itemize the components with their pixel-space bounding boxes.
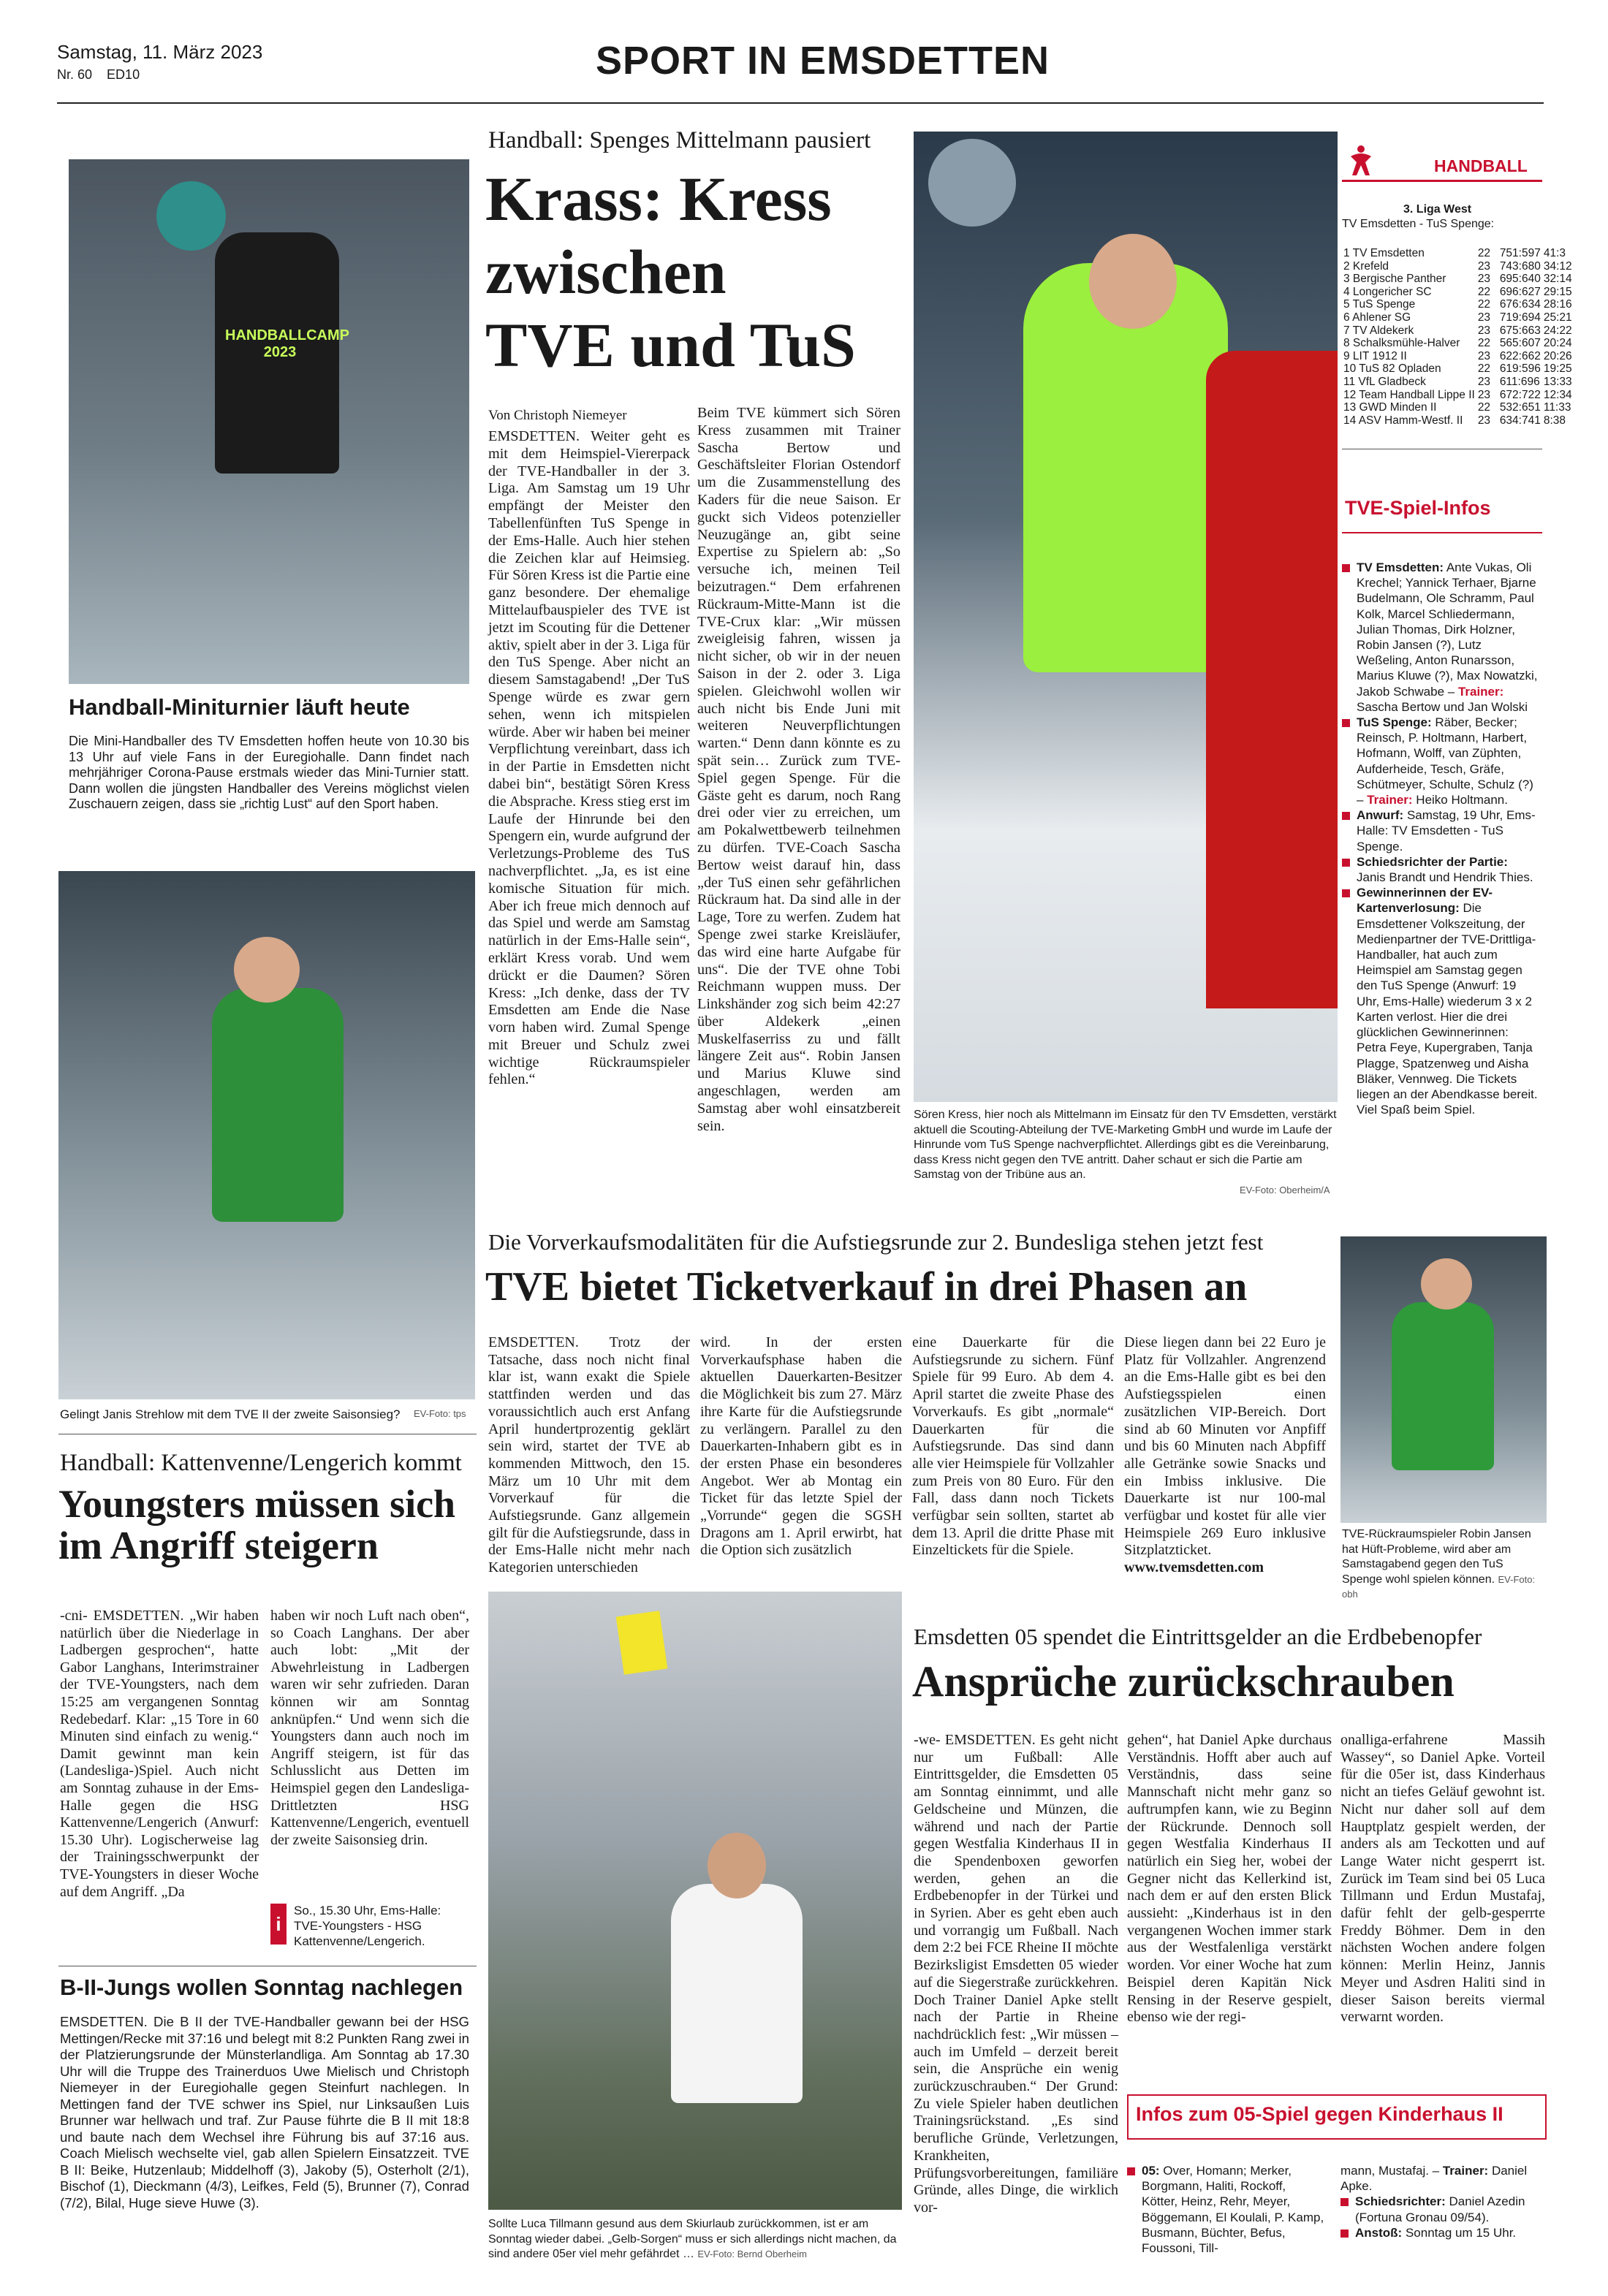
- handball-ball: [928, 139, 1016, 227]
- tve-info-text: Sascha Bertow und Jan Wolski: [1357, 699, 1528, 714]
- standings-row: [1343, 401, 1575, 414]
- kress-byline: Von Christoph Niemeyer: [488, 408, 627, 423]
- ansprueche-col2: gehen“, hat Daniel Apke durchaus Verständnis. Hofft aber auch auf Verständnis, dass seine Mannschaft nicht mehr ganz so auftrumpfen kann, wie zu Beginn der Rückrunde. Dennoch soll gegen Westfalia Kinderhaus II natürlich ein Sieg her, wobei der Gegner nicht das Kellerkind ist, nach dem er auf den ersten Blick aussieht: „Kinderhaus ist in den vergangenen Wochen immer stark aus der Westfalenliga verstärkt worden. Vor einer Woche hat zum Beispiel deren Kapitän Nick Rensing in der Reserve gespielt, ebenso wie der regi-: [1127, 1732, 1332, 2026]
- player-head: [1089, 234, 1177, 329]
- standings-cell: 13 GWD Minden II: [1343, 401, 1437, 414]
- info05-col2: [1340, 2163, 1542, 2240]
- kress-headline-line2: zwischen: [485, 237, 727, 307]
- standings-cell: 8 Schalksmühle-Halver: [1343, 337, 1460, 350]
- kress-col2: Beim TVE kümmert sich Sören Kress zusammen mit Trainer Sascha Bertow und Geschäftsleiter Florian Ostendorf um die Zusammenstellung des Kaders für die neue Saison. Er guckt sich Videos potenzieller Neuzugänge an, gibt seine Expertise zu Spielern ab: „So versuche ich, meinen Teil beizutragen.“ Dem erfahrenen Rückraum-Mitte-Mann ist die TVE-Crux klar: „Wir müssen zweigleisig fahren, wissen ja nicht sicher, ob wir in der neuen Saison in der 2. oder 3. Liga spielen. Gleichwohl wollen wir auch nicht bis Ende Juni mit weiteren Neuverpflichtungen warten.“ Denn dann könnte es zu spät sein… Zurück zum TVE-Spiel gegen Spenge. Für die Gäste geht es darum, noch Rang drei oder vier zu erreichen, um am Pokalwettbewerb teilnehmen zu dürfen. TVE-Coach Sascha Bertow weist darauf hin, dass „der TuS einen sehr gefährlichen Rückraum hat. Da sind alle in der Lage, Tore zu werfen. Zudem hat Spenge zwei starke Kreisläufer, das wird eine harte Aufgabe für uns“. Die der TVE ohne Tobi Reichmann wuppen muss. Der Linkshänder zog sich beim 42:27 über Aldekerk „einen Muskelfaserriss zu und fällt längere Zeit aus“. Robin Jansen und Marius Kluwe sind angeschlagen, werden am Samstag aber wohl einsatzbereit sein.: [697, 405, 900, 1134]
- tve-info-text: Heiko Holtmann.: [1412, 793, 1508, 807]
- info05-item: [1340, 2225, 1542, 2240]
- camp-text: HANDBALLCAMP 2023: [225, 327, 349, 360]
- tillmann-credit: EV-Foto: Bernd Oberheim: [697, 2249, 807, 2260]
- standings-cell: 22: [1477, 298, 1491, 311]
- standings-cell: 23: [1477, 273, 1491, 286]
- tve-info-list: [1342, 560, 1539, 1117]
- info05-col1: [1127, 2163, 1324, 2256]
- handball-rule: [1342, 180, 1542, 182]
- standings-cell: 751:597: [1499, 247, 1541, 259]
- tillmann-caption-text: Sollte Luca Tillmann gesund aus dem Skiurlaub zurückkommen, ist er am Sonntag wieder dabei. „Gelb-Sorgen“ muss er sich allerdings nicht machen, da sind andere 05er viel mehr gefährdet …: [488, 2218, 897, 2261]
- miniturnier-headline: Handball-Miniturnier läuft heute: [69, 694, 410, 720]
- info05-referee-label: Schiedsrichter:: [1355, 2194, 1446, 2209]
- ticket-col2: wird. In der ersten Vorverkaufsphase haben die aktuellen Dauerkarten-Besitzer die Möglichkeit bis zum 27. März ihre Karte für die Aufstiegsrunde zu verlängern. Parallel zu den Dauerkarten-Inhabern gibt es in der ersten Phase ein besonderes Angebot. Wer ab Montag ein Ticket für das letzte Spiel der „Vorrunde“ gegen die SGSH Dragons am 1. April erwirbt, hat die Option sich zusätzlich: [700, 1334, 902, 1559]
- standings-row: [1343, 350, 1575, 363]
- standings-cell: 20:26: [1543, 349, 1572, 362]
- strehlow-credit: EV-Foto: tps: [414, 1408, 466, 1419]
- player-jersey: [671, 1884, 803, 2103]
- info05-title: Infos zum 05-Spiel gegen Kinderhaus II: [1136, 2103, 1503, 2125]
- standings-row: [1343, 389, 1575, 402]
- ticket-headline: TVE bietet Ticketverkauf in drei Phasen an: [485, 1264, 1248, 1309]
- opponent-jersey: [1206, 351, 1338, 1008]
- tve-info-text: Die Emsdettener Volkszeitung, der Medienpartner der TVE-Drittliga-Handballer, hat auch zum Heimspiel am Samstag gegen den TuS Spenge (Anwurf: 19 Uhr, Ems-Halle) wiederum 3 x 2 Karten verlost. Hier die drei glücklichen Gewinnerinnen: Petra Feye, Kupergraben, Tanja Plagge, Spatzenweg und Aisha Bläker, Vennweg. Die Tickets liegen an der Abendkasse bereit. Viel Spaß beim Spiel.: [1357, 901, 1538, 1117]
- ansprueche-col3: onalliga-erfahrene Massih Wassey“, so Daniel Apke. Vorteil für die 05er ist, dass Kinderhaus nicht an tiefes Geläuf gewohnt ist. Nicht nur daher soll auf dem Hauptplatz gespielt werden, der anders als am Teckotten und auf Lange Water nicht gesperrt ist. Zurück im Team sind bei 05 Luca Tillmann und Erdun Mustafaj, dafür fehlt der gelb-gesperrte Freddy Böhmer. Dem in den nächsten Wochen andere folgen können: Merlin Heinz, Jannis Meyer und Asdren Haliti sind in dieser Saison bereits viermal verwarnt worden.: [1340, 1732, 1545, 2026]
- tve-info-label: Gewinnerinnen der EV-Kartenverlosung:: [1357, 886, 1493, 916]
- standings-cell: 23: [1477, 259, 1491, 273]
- standings-row: [1343, 362, 1575, 376]
- standings-cell: 4 Longericher SC: [1343, 285, 1432, 298]
- standings-cell: 22: [1477, 362, 1491, 376]
- standings-table: [1343, 247, 1575, 427]
- info-icon: i: [270, 1904, 287, 1945]
- standings-row: [1343, 286, 1575, 299]
- info05-trainer-label: Trainer:: [1442, 2164, 1489, 2178]
- standings-cell: 10 TuS 82 Opladen: [1343, 362, 1441, 376]
- standings-cell: 24:22: [1543, 324, 1572, 337]
- info05-kickoff-label: Anstoß:: [1355, 2225, 1403, 2240]
- standings-row: [1343, 260, 1575, 273]
- handball-logo-icon: [1343, 143, 1378, 178]
- miniturnier-text: Die Mini-Handballer des TV Emsdetten hoffen heute von 10.30 bis 13 Uhr auf viele Fans in der Euregiohalle. Dann findet nach mehrjähriger Corona-Pause erstmals wieder das Mini-Turnier statt. Dann wollen die jüngsten Handballer des Vereins möglichst vielen Zuschauern zeigen, dass sie „richtig Lust“ auf den Sport haben.: [69, 734, 469, 811]
- youngsters-col2: haben wir noch Luft nach oben“, so Coach Langhans. Der aber auch lobt: „Mit der Abwehrleistung in Ladbergen waren wir sehr zufrieden. Daran können wir am Sonntag anknüpfen.“ Und wenn sich die Youngsters dann auch noch im Angriff steigern, ist für das Schlusslicht aus Detten im Heimspiel gegen den Landesliga-Drittletzten HSG Kattenvenne/Lengerich, eventuell der zweite Saisonsieg drin.: [270, 1608, 469, 1848]
- standings-cell: 11 VfL Gladbeck: [1343, 375, 1426, 388]
- standings-cell: 532:651: [1499, 401, 1541, 414]
- standings-row: [1343, 273, 1575, 286]
- kress-headline: [485, 162, 856, 381]
- player-jersey: [1392, 1302, 1494, 1470]
- strehlow-photo: [58, 871, 475, 1399]
- youngsters-headline-line1: Youngsters müssen sich: [58, 1482, 456, 1526]
- standings-row: [1343, 414, 1575, 427]
- standings-cell: 719:694: [1499, 311, 1541, 324]
- tve-info-text: Räber, Becker; Reinsch, P. Holtmann, Harbert, Hofmann, Wolff, van Züphten, Aufderheide, Tesch, Gräfe, Schütmeyer, Schulte, Schulz (?) –: [1357, 715, 1533, 807]
- standings-cell: 622:662: [1499, 349, 1541, 362]
- kress-photo-caption: Sören Kress, hier noch als Mittelmann im Einsatz für den TV Emsdetten, verstärkt aktuell die Scouting-Abteilung der TVE-Marketing GmbH und wurde im Laufe der Hinrunde vom TuS Spenge nachverpflichtet. Allerdings gibt es die Vereinbarung, dass Kress nicht gegen den TVE antritt. Daher schaut er sich die Partie am Samstag von der Tribüne aus an.: [914, 1109, 1337, 1182]
- ticket-col3: eine Dauerkarte für die Aufstiegsrunde zu sichern. Fünf Spiele für 99 Euro. Ab dem 4. April startet die zweite Phase des Vorverkaufs. Es gibt „normale“ Dauerkarten für die Aufstiegsrunde. Das sind dann alle vier Heimspiele für Vollzahler zum Preis von 80 Euro. Für den Fall, dass dann noch Tickets verfügbar sein sollten, startet ab dem 13. April die dritte Phase mit Einzeltickets für die Spiele.: [912, 1334, 1114, 1559]
- kress-headline-line1: Krass: Kress: [485, 164, 832, 234]
- tve-info-rule: [1342, 532, 1542, 533]
- standings-cell: 13:33: [1543, 375, 1572, 388]
- tve-info-label: Trainer:: [1367, 793, 1413, 807]
- standings-cell: 5 TuS Spenge: [1343, 298, 1416, 311]
- standings-cell: 565:607: [1499, 337, 1541, 350]
- ticket-link[interactable]: www.tvemsdetten.com: [1124, 1559, 1264, 1576]
- info05-label: 05:: [1142, 2164, 1160, 2178]
- standings-cell: 676:634: [1499, 298, 1541, 311]
- info05-text: Over, Homann; Merker, Borgmann, Haliti, Rockoff, Kötter, Heinz, Rehr, Meyer, Böggemann, El Koulali, P. Kamp, Busmann, Büchter, Befus, Foussoni, Till-: [1142, 2164, 1324, 2256]
- strehlow-caption: Gelingt Janis Strehlow mit dem TVE II der zweite Saisonsieg?: [60, 1407, 401, 1421]
- standings-cell: 619:596: [1499, 362, 1541, 376]
- jansen-photo: [1340, 1236, 1547, 1523]
- standings-cell: 25:21: [1543, 311, 1572, 324]
- standings-cell: 1 TV Emsdetten: [1343, 247, 1425, 259]
- kress-kicker: Handball: Spenges Mittelmann pausiert: [488, 127, 871, 153]
- ticket-col4: [1124, 1334, 1326, 1577]
- standings-cell: 2 Krefeld: [1343, 259, 1389, 273]
- standings-cell: 23: [1477, 375, 1491, 388]
- standings-cell: 672:722: [1499, 388, 1541, 401]
- standings-cell: 696:627: [1499, 285, 1541, 298]
- ansprueche-headline: Ansprüche zurückschrauben: [912, 1657, 1455, 1706]
- standings-row: [1343, 311, 1575, 324]
- b2-text: EMSDETTEN. Die B II der TVE-Handballer gewann bei der HSG Mettingen/Recke mit 37:16 und belegt mit 8:2 Punkten Rang zwei in der Platzierungsrunde der Münsterlandliga. Am Sonntag ab 17.30 Uhr will die Truppe des Trainerduos Uwe Mielisch und Christoph Niemeyer in der Euregiohalle gegen Steinfurt nachlegen. In Mettingen fand der TVE schwer ins Spiel, nur Linksaußen Luis Brunner war hellwach und traf. Zur Pause führte die B II mit 18:8 und baute nach dem Wechsel ihre Führung bis auf 37:16 aus. Coach Mielisch wechselte viel, gab allen Spielern Einsatzzeit. TVE B II: Beike, Hutzenlaub; Middelhoff (3), Jakoby (5), Osterholt (2/1), Bischof (1), Dieckmann (4/3), Leifkes, Feld (5), Brunner (7), Conrad (7/2), Bilal, Huge sieve Huwe (3).: [60, 2014, 469, 2211]
- info05-referee-text: Daniel Azedin (Fortuna Gronau 09/54).: [1355, 2194, 1525, 2224]
- player-jersey: [212, 988, 344, 1222]
- kress-headline-line3: TVE und TuS: [485, 310, 856, 380]
- handball-ball: [156, 181, 226, 251]
- standings-cell: 743:680: [1499, 259, 1541, 273]
- standings-row: [1343, 337, 1575, 350]
- standings-cell: 675:663: [1499, 324, 1541, 337]
- jansen-caption-text: TVE-Rückraumspieler Robin Jansen hat Hüft-Probleme, wird aber am Samstagabend gegen den TuS Spenge wohl spielen können.: [1342, 1528, 1531, 1586]
- tve-info-item: [1342, 854, 1539, 885]
- tve-info-label: Schiedsrichter der Partie:: [1357, 854, 1508, 869]
- standings-cell: 23: [1477, 311, 1491, 324]
- player-head: [1421, 1258, 1472, 1309]
- yellow-card: [616, 1611, 668, 1675]
- issue-number: [57, 67, 140, 83]
- banner-text: [914, 950, 1338, 1067]
- standings-cell: 29:15: [1543, 285, 1572, 298]
- standings-row: [1343, 298, 1575, 311]
- league-name: 3. Liga West: [1403, 203, 1472, 216]
- standings-cell: 7 TV Aldekerk: [1343, 324, 1414, 337]
- standings-cell: 12 Team Handball Lippe II: [1343, 388, 1475, 401]
- standings-cell: 22: [1477, 285, 1491, 298]
- info05-trainer: [1340, 2163, 1542, 2194]
- issue-date: Samstag, 11. März 2023: [57, 41, 263, 63]
- standings-cell: 23: [1477, 349, 1491, 362]
- standings-cell: 634:741: [1499, 414, 1541, 427]
- section-title: SPORT IN EMSDETTEN: [596, 39, 1050, 83]
- info05-pre: mann, Mustafaj. –: [1340, 2164, 1440, 2178]
- ticket-kicker: Die Vorverkaufsmodalitäten für die Aufstiegsrunde zur 2. Bundesliga stehen jetzt fest: [488, 1229, 1264, 1255]
- youngsters-kicker: Handball: Kattenvenne/Lengerich kommt: [60, 1450, 462, 1476]
- standings-cell: 22: [1477, 337, 1491, 350]
- standings-row: [1343, 376, 1575, 389]
- tve-info-label: TuS Spenge:: [1357, 715, 1432, 730]
- tve-info-label: TV Emsdetten:: [1357, 560, 1444, 574]
- tve-info-item: [1342, 715, 1539, 807]
- standings-cell: 23: [1477, 414, 1491, 427]
- standings-cell: 9 LIT 1912 II: [1343, 349, 1407, 362]
- standings-cell: 20:24: [1543, 337, 1572, 350]
- tve-info-item: [1342, 560, 1539, 715]
- tve-info-label: Anwurf:: [1357, 808, 1404, 823]
- standings-cell: 12:34: [1543, 388, 1572, 401]
- ansprueche-col1: -we- EMSDETTEN. Es geht nicht nur um Fußball: Alle Eintrittsgelder, die Emsdetten 05 am Sonntag einnimmt, und alle Geldscheine und Münzen, die während und nach der Partie gegen Westfalia Kinderhaus II in die Spendenboxen geworfen werden, gehen an die Erdbebenopfer in der Türkei und in Syrien. Aber es geht eben auch und vorrangig um Fußball. Nach dem 2:2 bei FCE Rheine II möchte Bezirksligist Emsdetten 05 wieder auf die Siegerstraße zurückkehren. Doch Trainer Daniel Apke stellt nach der Partie in Rheine nachdrücklich fest: „Wir müssen – auch im Umfeld – derzeit bereit sein, die Ansprüche ein wenig zurückzuschrauben.“ Der Grund: Zu viele Spieler haben deutlichen Trainingsrückstand. „Es sind berufliche Gründe, Verletzungen, Krankheiten, Prüfungsvorbereitungen, familiäre Gründe, alles Dinge, die wirklich vor-: [914, 1732, 1118, 2216]
- standings-cell: 28:16: [1543, 298, 1572, 311]
- tve-info-text: Ante Vukas, Oli Krechel; Yannick Terhaer, Bjarne Budelmann, Ole Schramm, Paul Kolk, Marcel Schliedermann, Julian Thomas, Dirk Holzner, Robin Jansen (?), Lutz Weßeling, Anton Runarsson, Marius Kluwe (?), Max Nowatzki, Jakob Schwabe –: [1357, 560, 1538, 699]
- standings-cell: 11:33: [1543, 401, 1571, 414]
- issue-nr: Nr. 60: [57, 67, 93, 82]
- youngsters-headline: [58, 1483, 455, 1567]
- edition-code: ED10: [107, 67, 140, 82]
- standings-cell: 695:640: [1499, 273, 1541, 286]
- ansprueche-kicker: Emsdetten 05 spendet die Eintrittsgelder an die Erdbebenopfer: [914, 1624, 1482, 1649]
- info05-item: [1340, 2194, 1542, 2224]
- handball-label: HANDBALL: [1434, 156, 1528, 175]
- info05-trainer-text: Daniel Apke.: [1340, 2164, 1528, 2194]
- standings-row: [1343, 324, 1575, 338]
- tve-info-item: [1342, 885, 1539, 1117]
- standings-cell: 22: [1477, 401, 1491, 414]
- standings-match: TV Emsdetten - TuS Spenge:: [1342, 218, 1495, 230]
- tve-info-text: Janis Brandt und Hendrik Thies.: [1357, 870, 1533, 885]
- player-head: [234, 937, 300, 1003]
- standings-cell: 8:38: [1543, 414, 1566, 427]
- header-rule: [57, 102, 1544, 104]
- standings-cell: 23: [1477, 388, 1491, 401]
- b2-headline: B-II-Jungs wollen Sonntag nachlegen: [60, 1974, 463, 2000]
- kress-photo: [914, 132, 1338, 1102]
- jansen-caption: [1342, 1527, 1544, 1603]
- standings-cell: 34:12: [1543, 259, 1572, 273]
- standings-row: [1343, 247, 1575, 260]
- standings-cell: 32:14: [1543, 273, 1572, 286]
- standings-cell: 14 ASV Hamm-Westf. II: [1343, 414, 1463, 427]
- kress-photo-credit: EV-Foto: Oberheim/A: [1240, 1185, 1330, 1195]
- standings-cell: 19:25: [1543, 362, 1572, 376]
- standings-cell: 6 Ahlener SG: [1343, 311, 1411, 324]
- youngsters-headline-line2: im Angriff steigern: [58, 1524, 379, 1568]
- info05-kickoff-text: Sonntag um 15 Uhr.: [1402, 2225, 1517, 2240]
- player-head: [708, 1833, 766, 1898]
- kress-col1: EMSDETTEN. Weiter geht es mit dem Heimspiel-Viererpack der TVE-Handballer in der 3. Liga. Am Samstag um 19 Uhr empfängt der Meister den Tabellenfünften TuS Spenge in der Ems-Halle. Auch hier stehen die Zeichen klar auf Heimsieg. Für Sören Kress ist die Partie eine ganz besondere. Der ehemalige Mittelaufbauspieler des TVE ist jetzt im Scouting für die Dettener aktiv, spielt aber in der 3. Liga für den TuS Spenge. Aber nicht an diesem Samstagabend! „Der TuS Spenge würde es zwar gern sehen, wenn ich mitspielen würde. Aber wir haben bei meiner Verpflichtung vereinbart, dass ich in der Partie in Emsdetten nicht dabei bin“, bestätigt Sören Kress die Absprache. Kress stieg erst im Laufe der Hinrunde bei den Spengern ein, wurde aufgrund der Verletzungs-Probleme des TuS nachverpflichtet. „Ja, es ist eine komische Situation für mich. Aber ich freue mich dennoch auf das Spiel und werde am Samstag natürlich in der Ems-Halle sein“, erklärt Kress vorab. Und wem drückt er die Daumen? Sören Kress: „Ich denke, dass der TV Emsdetten am Ende die Nase vorn haben wird. Zumal Spenge mit Breuer und Schulz zwei wichtige Rückraumspieler fehlen.“: [488, 428, 690, 1088]
- tve-info-label: Trainer:: [1457, 684, 1504, 699]
- tillmann-photo: [488, 1592, 902, 2210]
- tve-info-item: [1342, 807, 1539, 854]
- standings-cell: 23: [1477, 324, 1491, 337]
- tve-info-title: TVE-Spiel-Infos: [1345, 497, 1491, 519]
- standings-cell: 3 Bergische Panther: [1343, 273, 1446, 286]
- ticket-col4-text: Diese liegen dann bei 22 Euro je Platz für Vollzahler. Angrenzend an die Ems-Halle gibt es bei den Aufstiegsspielen einen zusätzlichen VIP-Bereich. Dort sind ab 60 Minuten vor Anpfiff und bis 60 Minuten nach Abpfiff alle Getränke sowie Snacks und ein Imbiss inklusive. Die Dauerkarte ist nur 100-mal verfügbar und kostet für alle vier Heimspiele 269 Euro inklusive Sitzplatzticket.: [1124, 1334, 1326, 1559]
- standings-cell: 41:3: [1543, 247, 1566, 259]
- tve-info-text: Samstag, 19 Uhr, Ems-Halle: TV Emsdetten - TuS Spenge.: [1357, 808, 1536, 854]
- info05-item: [1127, 2163, 1324, 2256]
- miniturnier-photo: [69, 159, 469, 684]
- tillmann-caption: [488, 2217, 902, 2262]
- ticket-col1: EMSDETTEN. Trotz der Tatsache, dass noch nicht final klar ist, wann exakt die Spiele stattfinden werden und das voraussichtlich auch erst Anfang April hundertprozentig geklärt sein wird, startet der TVE ab kommenden Mittwoch, den 15. März um 10 Uhr mit dem Vorverkauf für die Aufstiegsrunde. Ganz allgemein gilt für die Aufstiegsrunde, dass in der Ems-Halle nicht mehr nach Kategorien unterschieden: [488, 1334, 690, 1576]
- jansen-credit: EV-Foto: obh: [1342, 1573, 1536, 1600]
- youngsters-info: So., 15.30 Uhr, Ems-Halle: TVE-Youngsters - HSG Kattenvenne/Lengerich.: [294, 1904, 441, 1948]
- standings-cell: 22: [1477, 247, 1491, 259]
- standings-cell: 611:696: [1499, 375, 1540, 388]
- youngsters-col1: -cni- EMSDETTEN. „Wir haben natürlich über die Niederlage in Ladbergen gesprochen“, hatte Gabor Langhans, Interimstrainer der TVE-Youngsters, nach dem 15:25 am vergangenen Sonntag Redebedarf. Klar: „15 Tore in 60 Minuten sind einfach zu wenig.“ Damit gewinnt man kein (Landesliga-)Spiel. Auch nicht am Sonntag zuhause in der Ems-Halle gegen die HSG Kattenvenne/Lengerich (Anwurf: 15.30 Uhr). Logischerweise lag der Trainingsschwerpunkt der TVE-Youngsters in dieser Woche auf dem Angriff. „Da: [60, 1608, 259, 1900]
